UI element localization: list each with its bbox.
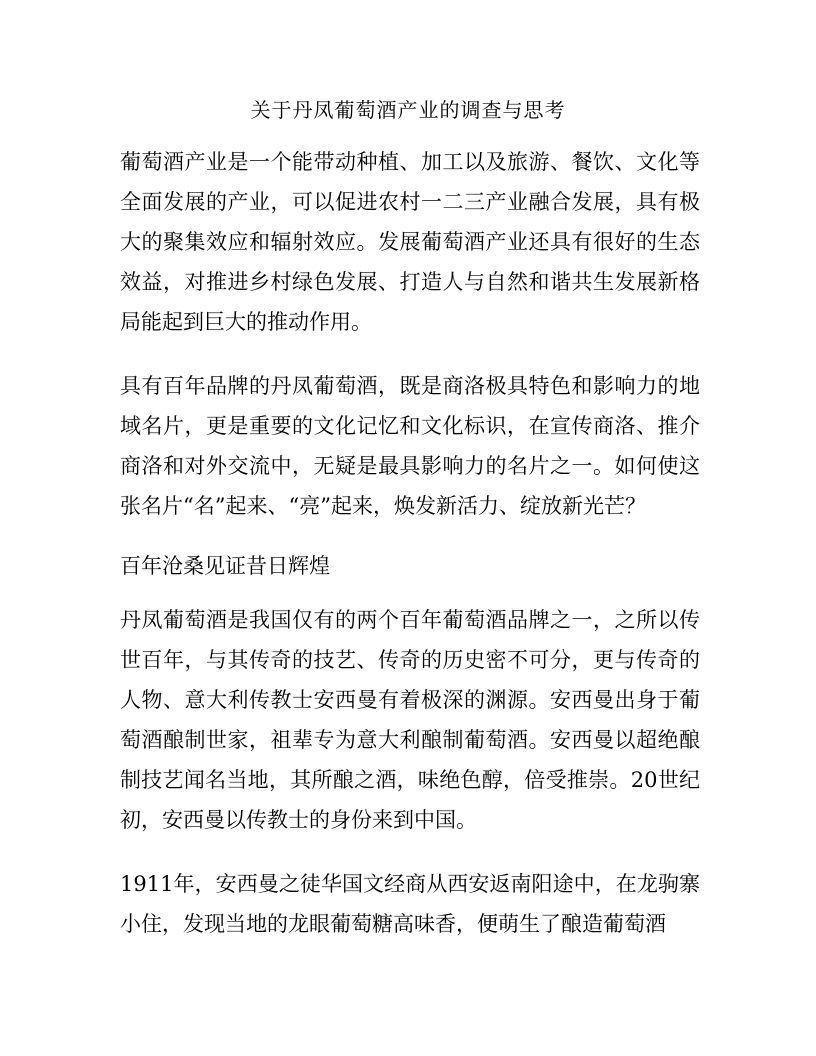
paragraph-history: 丹凤葡萄酒是我国仅有的两个百年葡萄酒品牌之一，之所以传世百年，与其传奇的技艺、传奇的历史密不可分，更与传奇的人物、意大利传教士安西曼有着极深的渊源。安西曼出身于葡萄酒酿制世家，祖辈专为意大利酿制葡萄酒。安西曼以超绝酿制技艺闻名当地，其所酿之酒，味绝色醇，倍受推崇。20世纪初，安西曼以传教士的身份来到中国。 bbox=[120, 608, 700, 832]
document-title: 关于丹凤葡萄酒产业的调查与思考 bbox=[250, 98, 566, 122]
paragraph-intro: 葡萄酒产业是一个能带动种植、加工以及旅游、餐饮、文化等全面发展的产业，可以促进农村一二三产业融合发展，具有极大的聚集效应和辐射效应。发展葡萄酒产业还具有很好的生态效益，对推进乡村绿色发展、打造人与自然和谐共生发展新格局能起到巨大的推动作用。 bbox=[120, 150, 700, 334]
section-heading: 百年沧桑见证昔日辉煌 bbox=[120, 554, 330, 578]
paragraph-brand: 具有百年品牌的丹凤葡萄酒，既是商洛极具特色和影响力的地域名片，更是重要的文化记忆和文化标识，在宣传商洛、推介商洛和对外交流中，无疑是最具影响力的名片之一。如何使这张名片“名”起来、“亮”起来，焕发新活力、绽放新光芒？ bbox=[120, 374, 700, 518]
paragraph-1911: 1911年，安西曼之徒华国文经商从西安返南阳途中，在龙驹寨小住，发现当地的龙眼葡萄糖高味香，便萌生了酿造葡萄酒 bbox=[120, 872, 700, 936]
